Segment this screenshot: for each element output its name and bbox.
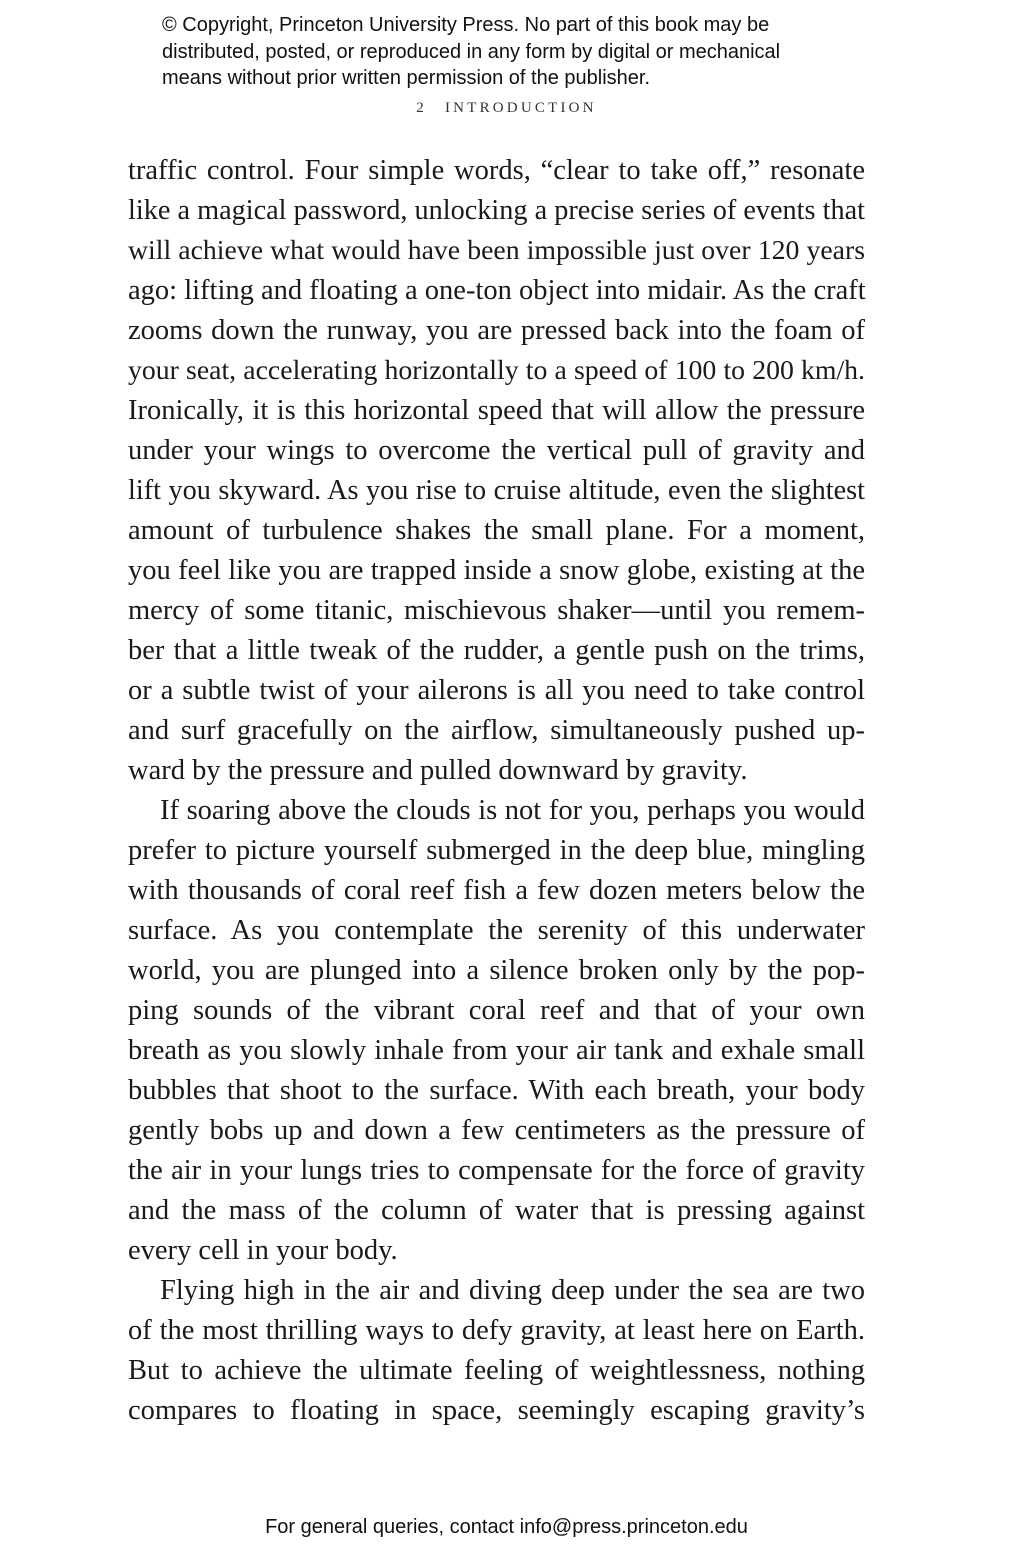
running-head	[0, 100, 1013, 117]
text-line: of the most thrilling ways to defy gravity, at least here on Earth.	[128, 1315, 865, 1346]
text-line: traffic control. Four simple words, “clear to take off,” resonate	[128, 155, 865, 186]
text-line: you feel like you are trapped inside a snow globe, existing at the	[128, 555, 865, 586]
text-line: bubbles that shoot to the surface. With each breath, your body	[128, 1075, 865, 1106]
chapter-title: INTRODUCTION	[444, 100, 597, 116]
text-line: and the mass of the column of water that is pressing against	[128, 1195, 865, 1226]
text-line: or a subtle twist of your ailerons is all you need to take control	[128, 675, 865, 706]
text-line: under your wings to overcome the vertical pull of gravity and	[128, 435, 865, 466]
text-line: ping sounds of the vibrant coral reef and that of your own	[128, 995, 865, 1026]
body-text	[128, 151, 865, 1431]
text-line: Flying high in the air and diving deep under the sea are two	[160, 1275, 865, 1306]
text-line: Ironically, it is this horizontal speed that will allow the pressure	[128, 395, 865, 426]
text-line: amount of turbulence shakes the small plane. For a moment,	[128, 515, 865, 546]
text-line: gently bobs up and down a few centimeters as the pressure of	[128, 1115, 865, 1146]
text-line: If soaring above the clouds is not for you, perhaps you would	[160, 795, 865, 826]
text-line: every cell in your body.	[128, 1235, 398, 1266]
page-number: 2	[416, 100, 427, 116]
copyright-line: distributed, posted, or reproduced in any form by digital or mechanical	[162, 40, 781, 63]
text-line: the air in your lungs tries to compensate for the force of gravity	[128, 1155, 865, 1186]
text-line: But to achieve the ultimate feeling of weightlessness, nothing	[128, 1355, 865, 1386]
text-line: surface. As you contemplate the serenity of this underwater	[128, 915, 865, 946]
text-line: lift you skyward. As you rise to cruise altitude, even the slightest	[128, 475, 865, 506]
text-line: breath as you slowly inhale from your air tank and exhale small	[128, 1035, 865, 1066]
text-line: ago: lifting and floating a one-ton object into midair. As the craft	[128, 275, 866, 306]
text-line: ward by the pressure and pulled downward by gravity.	[128, 755, 748, 786]
copyright-notice	[162, 12, 882, 92]
text-line: prefer to picture yourself submerged in the deep blue, mingling	[128, 835, 865, 866]
text-line: ber that a little tweak of the rudder, a gentle push on the trims,	[128, 635, 865, 666]
copyright-line: means without prior written permission of the publisher.	[162, 67, 651, 89]
text-line: like a magical password, unlocking a precise series of events that	[128, 195, 865, 226]
footer-contact: For general queries, contact info@press.princeton.edu	[265, 1516, 748, 1538]
text-line: mercy of some titanic, mischievous shaker—until you remem-	[128, 595, 865, 626]
copyright-line: © Copyright, Princeton University Press. No part of this book may be	[162, 14, 770, 36]
text-line: compares to floating in space, seemingly escaping gravity’s	[128, 1395, 865, 1426]
text-line: with thousands of coral reef fish a few dozen meters below the	[128, 875, 865, 906]
text-line: world, you are plunged into a silence broken only by the pop-	[128, 955, 865, 986]
text-line: your seat, accelerating horizontally to a speed of 100 to 200 km/h.	[128, 355, 865, 386]
text-line: and surf gracefully on the airflow, simultaneously pushed up-	[128, 715, 865, 746]
text-line: zooms down the runway, you are pressed back into the foam of	[128, 315, 865, 346]
text-line: will achieve what would have been impossible just over 120 years	[128, 235, 865, 266]
